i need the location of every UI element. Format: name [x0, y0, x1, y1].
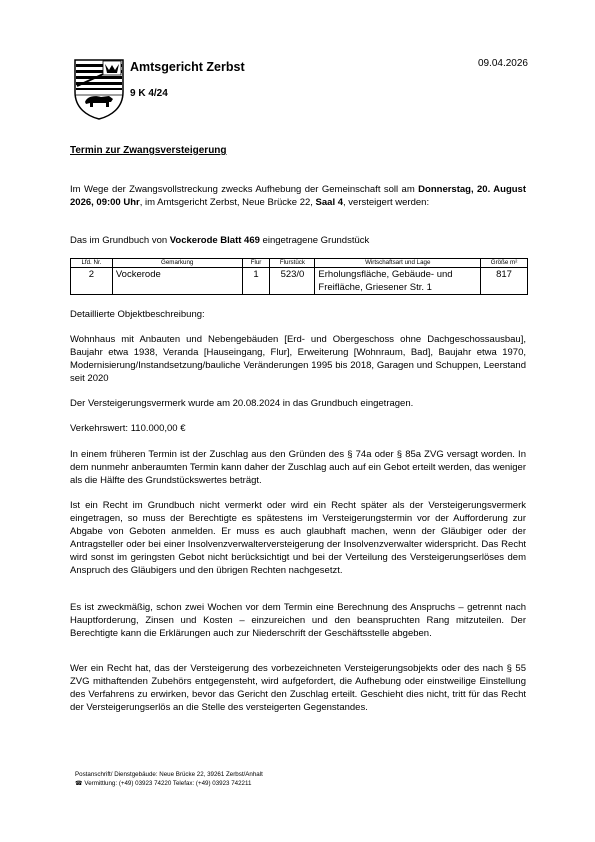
column-header: Gemarkung	[112, 259, 242, 268]
cell-flurstueck: 523/0	[270, 268, 315, 295]
vermerk-paragraph: Der Versteigerungsvermerk wurde am 20.08.2024 in das Grundbuch eingetragen.	[70, 398, 414, 409]
object-description: Wohnhaus mit Anbauten und Nebengebäuden [Erd- und Obergeschoss ohne Dachgeschossausbau], Baujahr etwa 1938, Veranda [Hauseingang, Flur], Erweiterung [Wohnraum, Bad], Baujahr etwa 1970, Modernisierung/Instandsetzung/bauliche Veränderungen 1995 bis 2018, Garagen und Schuppen, Leerstand seit 2020	[70, 334, 526, 384]
cell-groesse: 817	[481, 268, 528, 295]
column-header: Größe m²	[481, 259, 528, 268]
table-row	[71, 268, 528, 295]
footer-address: Postanschrift/ Dienstgebäude: Neue Brücke 22, 39261 Zerbst/Anhalt	[75, 771, 263, 778]
coat-of-arms-icon	[73, 58, 125, 120]
case-number: 9 K 4/24	[130, 88, 168, 99]
cell-flur: 1	[242, 268, 270, 295]
intro-paragraph: Im Wege der Zwangsvollstreckung zwecks Aufhebung der Gemeinschaft soll am Donnerstag, 20. August 2026, 09:00 Uhr, im Amtsgericht Zerbst, Neue Brücke 22, Saal 4, versteigert werden:	[70, 184, 526, 208]
grundbuch-paragraph: Das im Grundbuch von Vockerode Blatt 469 eingetragene Grundstück	[70, 235, 370, 246]
column-header: Wirtschaftsart und Lage	[315, 259, 481, 268]
calculation-paragraph: Es ist zweckmäßig, schon zwei Wochen vor dem Termin eine Berechnung des Anspruchs – getrennt nach Hauptforderung, Zinsen und Kosten – einzureichen und den beanspruchten Rang mitzuteilen. Der Berechtigte kann die Erklärungen auch zur Niederschrift der Geschäftsstelle abgeben.	[70, 602, 526, 639]
cell-gemarkung: Vockerode	[112, 268, 242, 295]
footer-contact: ☎ Vermittlung: (+49) 03923 74220 Telefax: (+49) 03923 742211	[75, 780, 252, 787]
court-name: Amtsgericht Zerbst	[130, 60, 245, 74]
cell-lfd: 2	[71, 268, 113, 295]
cell-lage: Erholungsfläche, Gebäude- und Freifläche, Griesener Str. 1	[315, 268, 481, 295]
objection-paragraph: Wer ein Recht hat, das der Versteigerung des vorbezeichneten Versteigerungsobjekts oder des nach § 55 ZVG mithaftenden Zubehörs entgegensteht, wird aufgefordert, die Aufhebung oder einstweilige Einstellung des Verfahrens zu erwirken, bevor das Gericht den Zuschlag erteilt. Geschieht dies nicht, tritt für das Recht der Versteigerungserlös an die Stelle des versteigerten Gegenstandes.	[70, 663, 526, 713]
column-header: Lfd. Nr.	[71, 259, 113, 268]
document-date: 09.04.2026	[477, 58, 528, 69]
column-header: Flurstück	[270, 259, 315, 268]
market-value: Verkehrswert: 110.000,00 €	[70, 423, 186, 434]
rights-paragraph: Ist ein Recht im Grundbuch nicht vermerkt oder wird ein Recht später als der Versteigerungsvermerk eingetragen, so muss der Berechtigte es spätestens im Versteigerungstermin vor der Aufforderung zur Abgabe von Geboten anmelden. Er muss es auch glaubhaft machen, wenn der Gläubiger oder der Antragsteller oder bei einer Insolvenzverwalterversteigerung der Insolvenzverwalter widerspricht. Das Recht wird sonst im geringsten Gebot nicht berücksichtigt und bei der Verteilung des Versteigerungserlöses dem Anspruch des Gläubigers und den übrigen Rechten nachgesetzt.	[70, 500, 526, 576]
previous-term-paragraph: In einem früheren Termin ist der Zuschlag aus den Gründen des § 74a oder § 85a ZVG versagt worden. In dem nunmehr anberaumten Termin kann daher der Zuschlag auch auf ein Gebot erteilt werden, das weniger als die Hälfte des Grundstückswertes beträgt.	[70, 449, 526, 486]
object-description-heading: Detaillierte Objektbeschreibung:	[70, 309, 205, 320]
page-title: Termin zur Zwangsversteigerung	[70, 145, 227, 156]
property-table	[70, 258, 528, 295]
table-header-row	[71, 259, 528, 268]
column-header: Flur	[242, 259, 270, 268]
